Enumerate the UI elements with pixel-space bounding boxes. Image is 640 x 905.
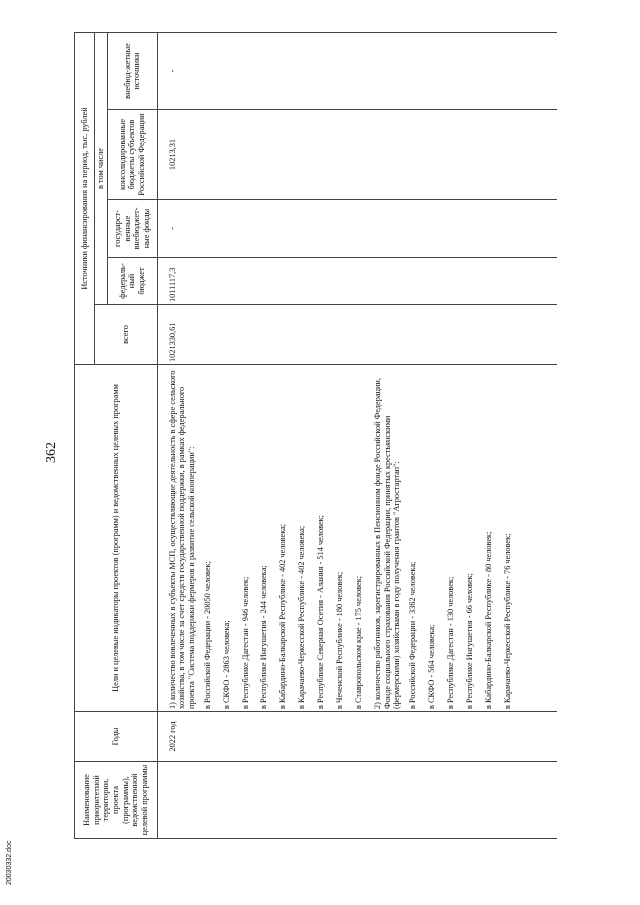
header-name: Наименование приоритетной территории, проекта (программы), ведомственной целевой программы	[75, 762, 158, 839]
goal-line: в Республике Дагестан - 130 человек;	[446, 576, 456, 709]
doc-tag: 20030332.doc	[6, 840, 13, 885]
header-federal: федераль-ный бюджет	[107, 258, 157, 305]
cell-state-funds: -	[157, 200, 557, 258]
header-consolidated: консолидированные бюджеты субъектов Российской Федерации	[107, 110, 157, 200]
header-including: в том числе	[95, 32, 108, 304]
goal-line: в Республике Ингушетия - 66 человек;	[464, 573, 474, 709]
header-goals: Цели и целевые индикаторы проектов (программ) и ведомственных целевых программ	[75, 365, 158, 712]
goal-line: в Кабардино-Балкарской Республике - 80 человек;	[483, 531, 493, 709]
cell-consolidated: 10213,31	[157, 110, 557, 200]
goal-line: в Российской Федерации - 3362 человека;	[408, 561, 418, 709]
header-state-funds: государст-венные внебюджет-ные фонды	[107, 200, 157, 258]
goals-list	[168, 367, 513, 709]
goal-line: в Карачаево-Черкесской Республике - 76 человек;	[502, 533, 512, 709]
cell-goals	[157, 365, 557, 712]
goal-line: в СКФО - 2863 человека;	[221, 620, 231, 709]
cell-name	[157, 762, 557, 839]
goal-line: в Ставропольском крае - 175 человек;	[354, 575, 364, 709]
header-funding: Источники финансирования на период, тыс. рублей	[75, 32, 95, 364]
goal-line: в Российской Федерации - 20050 человек;	[202, 561, 212, 709]
goal-line: в Кабардино-Балкарской Республике - 402 человека;	[278, 523, 288, 709]
goal-line: в Республике Северная Осетия - Алания - 514 человек;	[316, 515, 326, 709]
cell-federal: 1011117,3	[157, 258, 557, 305]
cell-extra-budget: -	[157, 32, 557, 109]
header-extra-budget: внебюд-жетные источники	[107, 32, 157, 109]
goal-line: 2) количество работников, зарегистрированных в Пенсионном фонде Российской Федерации, Фонде социального страхования Российской Федерации, принятых крестьянскими (фермерскими) хозяйствами в году получения грантов "Агростартап":	[373, 378, 402, 709]
goal-line: в СКФО - 564 человека;	[427, 624, 437, 709]
goal-line: в Республике Ингушетия - 244 человека;	[259, 565, 269, 709]
goal-line: в Карачаево-Черкесской Республике - 402 человека;	[297, 525, 307, 709]
goal-line: 1) количество вовлеченных в субъекты МСП, осуществляющие деятельность в сфере сельского хозяйства, в том числе за счет средств государственной поддержки, в рамках федерального проекта "Система поддержки фермеров и развитие сельской кооперации":	[167, 370, 196, 709]
header-years: Годы	[75, 712, 158, 762]
goal-line: в Республике Дагестан - 946 человек;	[240, 576, 250, 709]
cell-total: 1021330,61	[157, 305, 557, 365]
cell-year: 2022 год	[157, 712, 557, 762]
header-total: всего	[95, 305, 158, 365]
financing-table	[74, 32, 557, 839]
goal-line: в Чеченской Республике - 180 человек;	[335, 571, 345, 709]
page-number: 362	[44, 442, 59, 463]
